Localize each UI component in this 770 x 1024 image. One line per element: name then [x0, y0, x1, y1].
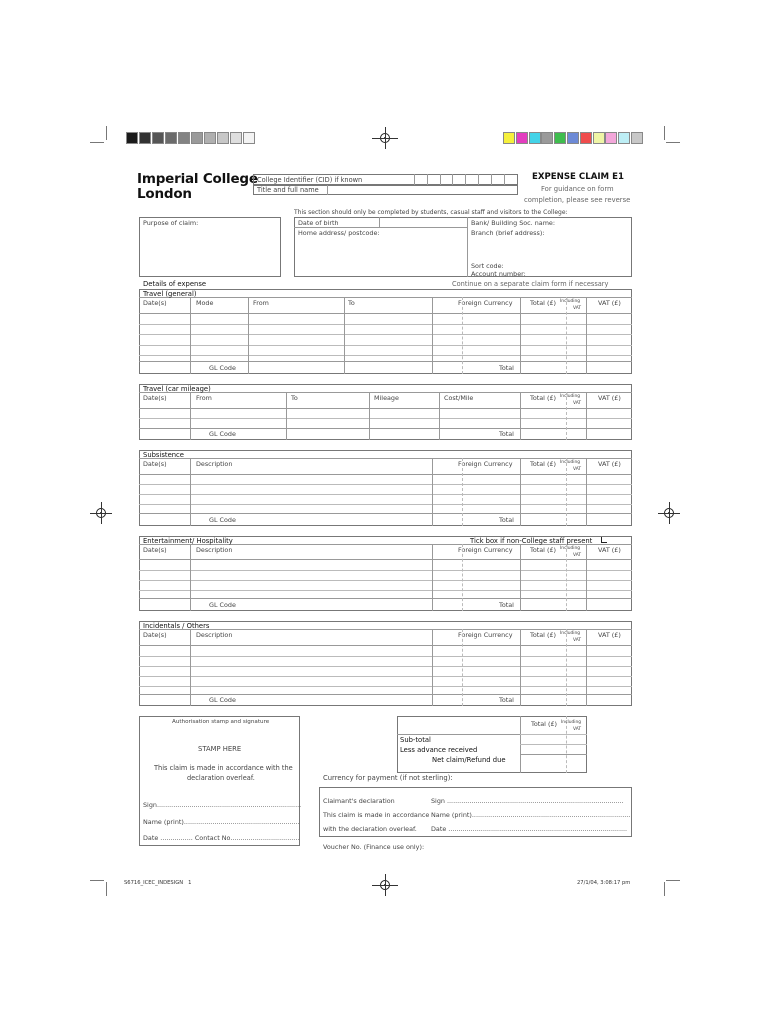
- col-total: Total (£): [530, 460, 557, 468]
- process-swatch: [593, 132, 605, 144]
- col-including: Including: [560, 298, 581, 304]
- stamp-here: STAMP HERE: [198, 745, 242, 753]
- process-swatch: [618, 132, 630, 144]
- col-total: Total (£): [530, 546, 557, 554]
- cid-label: College Identifier (CID) if known: [257, 175, 363, 184]
- gray-swatch: [139, 132, 151, 144]
- gl-code-label: GL Code: [209, 601, 236, 609]
- home-address-label[interactable]: Home address/ postcode:: [298, 229, 380, 237]
- col-vat-small: VAT: [573, 553, 582, 558]
- claimant-sign-line[interactable]: Sign .......................................................................................: [431, 797, 624, 805]
- process-swatch: [580, 132, 592, 144]
- col-dates: Date(s): [143, 394, 167, 402]
- print-timestamp: 27/1/04, 3:08:17 pm: [577, 880, 631, 886]
- total-label: Total: [499, 516, 514, 524]
- gray-swatch: [152, 132, 164, 144]
- subsistence-title: Subsistence: [143, 451, 184, 459]
- bank-label[interactable]: Bank/ Building Soc. name:: [471, 219, 556, 227]
- gl-code-label: GL Code: [209, 516, 236, 524]
- gl-code-label: GL Code: [209, 696, 236, 704]
- gray-swatch: [126, 132, 138, 144]
- col-cost-mile: Cost/Mile: [444, 394, 474, 402]
- currency-note: Currency for payment (if not sterling):: [323, 774, 453, 782]
- col-description: Description: [196, 546, 233, 554]
- gray-swatch: [165, 132, 177, 144]
- claimant-declaration-line2: with the declaration overleaf.: [323, 825, 417, 833]
- incidentals-title: Incidentals / Others: [143, 622, 210, 630]
- account-number-label[interactable]: Account number:: [471, 270, 526, 278]
- col-from: From: [253, 299, 269, 307]
- purpose-label: Purpose of claim:: [143, 219, 199, 227]
- process-swatch: [516, 132, 528, 144]
- less-advance-label: Less advance received: [400, 746, 478, 754]
- voucher-number: Voucher No. (Finance use only):: [323, 843, 425, 851]
- col-including: Including: [560, 459, 581, 465]
- col-vat: VAT (£): [598, 394, 621, 402]
- details-title: Details of expense: [143, 280, 207, 288]
- col-description: Description: [196, 631, 233, 639]
- gray-swatch: [178, 132, 190, 144]
- claimant-declaration-line1: This claim is made in accordance: [323, 811, 430, 819]
- travel-general-title: Travel (general): [143, 290, 197, 298]
- gray-swatch: [217, 132, 229, 144]
- auth-declaration-line2: declaration overleaf.: [187, 774, 255, 782]
- total-label: Total: [499, 601, 514, 609]
- col-dates: Date(s): [143, 460, 167, 468]
- process-swatch: [605, 132, 617, 144]
- col-to: To: [348, 299, 355, 307]
- process-swatch: [567, 132, 579, 144]
- summary-vat-small: VAT: [573, 727, 582, 732]
- process-swatch: [631, 132, 643, 144]
- summary-including: Including: [561, 719, 582, 725]
- tick-note: Tick box if non-College staff present: [470, 537, 593, 545]
- travel-mileage-title: Travel (car mileage): [143, 385, 211, 393]
- total-label: Total: [499, 430, 514, 438]
- col-from: From: [196, 394, 212, 402]
- non-college-staff-checkbox[interactable]: [601, 537, 607, 543]
- col-total: Total (£): [530, 299, 557, 307]
- gray-swatch: [191, 132, 203, 144]
- branch-label[interactable]: Branch (brief address):: [471, 229, 545, 237]
- entertainment-title: Entertainment/ Hospitality: [143, 537, 233, 545]
- col-vat: VAT (£): [598, 460, 621, 468]
- visitor-details-box: [294, 217, 632, 277]
- process-swatch: [529, 132, 541, 144]
- continue-note: Continue on a separate claim form if necessary: [452, 280, 609, 288]
- summary-total-label: Total (£): [531, 720, 558, 728]
- col-including: Including: [560, 630, 581, 636]
- form-title: EXPENSE CLAIM E1: [532, 172, 624, 182]
- gray-swatch: [204, 132, 216, 144]
- gl-code-label: GL Code: [209, 364, 236, 372]
- claimant-name-line[interactable]: Name (print)..............................................................................: [431, 811, 631, 819]
- col-vat: VAT (£): [598, 546, 621, 554]
- col-dates: Date(s): [143, 299, 167, 307]
- total-label: Total: [499, 364, 514, 372]
- col-total: Total (£): [530, 394, 557, 402]
- gray-swatch: [230, 132, 242, 144]
- col-vat: VAT (£): [598, 299, 621, 307]
- col-dates: Date(s): [143, 546, 167, 554]
- col-vat: VAT (£): [598, 631, 621, 639]
- col-to: To: [291, 394, 298, 402]
- section-note: This section should only be completed by students, casual staff and visitors to the College:: [294, 209, 568, 216]
- guidance-line2: completion, please see reverse: [524, 196, 631, 204]
- col-including: Including: [560, 393, 581, 399]
- auth-declaration-line1: This claim is made in accordance with the: [154, 764, 293, 772]
- col-including: Including: [560, 545, 581, 551]
- gl-code-label: GL Code: [209, 430, 236, 438]
- col-vat-small: VAT: [573, 638, 582, 643]
- col-total: Total (£): [530, 631, 557, 639]
- col-vat-small: VAT: [573, 401, 582, 406]
- gray-swatch: [243, 132, 255, 144]
- claimant-date-line[interactable]: Date ........................................................................................: [431, 825, 628, 833]
- full-name-label: Title and full name: [257, 186, 319, 194]
- col-vat-small: VAT: [573, 306, 582, 311]
- col-foreign-currency: Foreign Currency: [458, 631, 513, 639]
- file-slug: S6716_ICEC_INDESIGN 1: [124, 880, 192, 886]
- subtotal-label: Sub-total: [400, 736, 431, 744]
- logo-line1: Imperial College: [137, 171, 258, 187]
- col-foreign-currency: Foreign Currency: [458, 546, 513, 554]
- auth-sign-line[interactable]: Sign.......................................................................: [143, 801, 302, 809]
- col-dates: Date(s): [143, 631, 167, 639]
- stamp-title: Authorisation stamp and signature: [172, 719, 270, 725]
- dob-label[interactable]: Date of birth: [298, 219, 339, 227]
- auth-date-contact-line[interactable]: Date ................ Contact No..................................: [143, 834, 300, 842]
- col-foreign-currency: Foreign Currency: [458, 299, 513, 307]
- process-swatch: [503, 132, 515, 144]
- col-description: Description: [196, 460, 233, 468]
- process-swatch: [554, 132, 566, 144]
- guidance-line1: For guidance on form: [541, 185, 614, 193]
- claimant-declaration-title: Claimant's declaration: [323, 797, 395, 805]
- net-claim-label: Net claim/Refund due: [432, 756, 506, 764]
- sort-code-label[interactable]: Sort code:: [471, 262, 504, 270]
- logo-line2: London: [137, 186, 192, 202]
- col-vat-small: VAT: [573, 467, 582, 472]
- col-mode: Mode: [196, 299, 214, 307]
- col-mileage: Mileage: [374, 394, 399, 402]
- col-foreign-currency: Foreign Currency: [458, 460, 513, 468]
- total-label: Total: [499, 696, 514, 704]
- process-swatch: [541, 132, 553, 144]
- auth-name-line[interactable]: Name (print).........................................................: [143, 818, 300, 826]
